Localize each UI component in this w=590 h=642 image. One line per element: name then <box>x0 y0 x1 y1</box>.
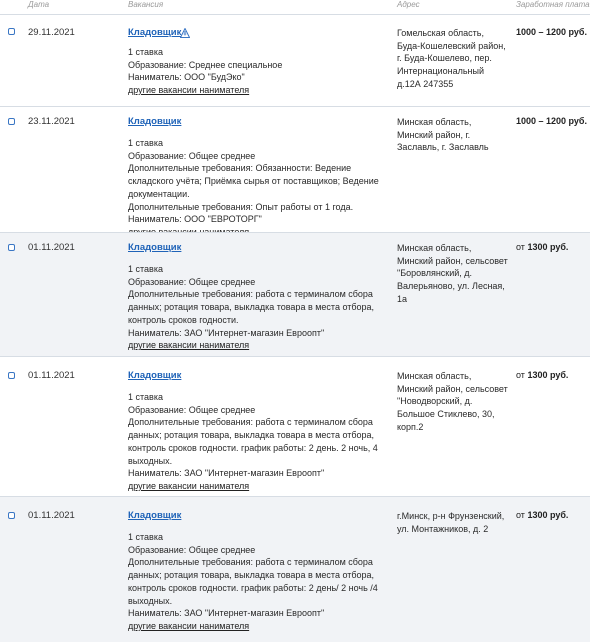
vacancy-title-link[interactable]: Кладовщик <box>128 27 182 38</box>
salary-prefix: от <box>516 370 525 380</box>
address-text: Минская область, Минский район, г. Заславль, г. Заславль <box>397 117 489 153</box>
vacancy-date: 01.11.2021 <box>28 510 75 521</box>
vacancy-row <box>0 232 590 357</box>
header-vacancy: Вакансия <box>128 0 164 9</box>
row-checkbox[interactable] <box>8 372 15 379</box>
vacancy-details <box>128 46 390 97</box>
address-text: Минская область, Минский район, сельсовет "Боровлянский, д. Валерьяново, ул. Лесная, 1а <box>397 243 508 304</box>
extra-requirements-text: Дополнительные требования: работа с терминалом сбора данных; ротация товара, выкладка товара в места отбора, контроль сроков годности. график работы: 2 день. 2 ночь, 4 выходных. <box>128 417 378 466</box>
salary-prefix: от <box>516 242 525 252</box>
vacancy-title-link[interactable]: Кладовщик <box>128 510 182 521</box>
vacancy-row <box>0 106 590 233</box>
employer-text: Наниматель: ЗАО "Интернет-магазин Евроопт" <box>128 327 325 338</box>
salary-text <box>516 370 568 380</box>
row-checkbox[interactable] <box>8 28 15 35</box>
education-text: Образование: Общее среднее <box>128 150 256 161</box>
table-header <box>0 0 590 14</box>
address-text: Гомельская область, Буда-Кошелевский район, г. Буда-Кошелево, пер. Интернациональный д.12А 247355 <box>397 28 506 89</box>
rate-text: 1 ставка <box>128 532 163 542</box>
extra-requirements-text: Дополнительные требования: работа с терминалом сбора данных; ротация товара, выкладка товара в места отбора, контроль сроков годности. график работы: 2 день/ 2 ночь /4 выходных. <box>128 557 378 606</box>
rate-text: 1 ставка <box>128 392 163 402</box>
row-checkbox[interactable] <box>8 512 15 519</box>
education-text: Образование: Общее среднее <box>128 276 256 287</box>
row-checkbox[interactable] <box>8 118 15 125</box>
salary-value: 1300 руб. <box>527 370 569 380</box>
education-text: Образование: Общее среднее <box>128 544 256 555</box>
rate-text: 1 ставка <box>128 47 163 57</box>
vacancy-date: 23.11.2021 <box>28 116 75 127</box>
vacancy-details <box>128 137 390 239</box>
salary-text: 1000 – 1200 руб. <box>516 27 587 37</box>
employer-text: Наниматель: ООО "БудЭко" <box>128 72 245 83</box>
other-vacancies-link[interactable]: другие вакансии нанимателя <box>128 480 250 491</box>
vacancy-title-link[interactable]: Кладовщик <box>128 116 182 127</box>
address-text: Минская область, Минский район, сельсовет "Новодворский, д. Большое Стиклево, 30, корп.2 <box>397 371 508 432</box>
rate-text: 1 ставка <box>128 138 163 148</box>
salary-text <box>516 242 568 252</box>
vacancy-details <box>128 391 390 493</box>
salary-prefix: от <box>516 510 525 520</box>
employer-text: Наниматель: ЗАО "Интернет-магазин Евроопт" <box>128 468 325 479</box>
vacancy-row <box>0 496 590 642</box>
header-address: Адрес <box>397 0 420 9</box>
vacancy-date: 01.11.2021 <box>28 370 75 381</box>
vacancy-date: 29.11.2021 <box>28 27 75 38</box>
header-date: Дата <box>28 0 50 9</box>
extra-requirements-text: Дополнительные требования: работа с терминалом сбора данных; ротация товара, выкладка товара в места отбора, контроль сроков годности. <box>128 289 375 325</box>
other-vacancies-link[interactable]: другие вакансии нанимателя <box>128 620 250 631</box>
rate-text: 1 ставка <box>128 264 163 274</box>
accessibility-icon <box>180 28 190 38</box>
employer-text: Наниматель: ООО "ЕВРОТОРГ" <box>128 214 262 225</box>
vacancy-title-link[interactable]: Кладовщик <box>128 370 182 381</box>
row-checkbox[interactable] <box>8 244 15 251</box>
header-salary: Заработная плата <box>516 0 590 9</box>
vacancy-row <box>0 356 590 497</box>
extra-requirements-text: Дополнительные требования: Обязанности: Ведение складского учёта; Приёмка сырья от поставщиков; Ведение документации. <box>128 163 379 199</box>
extra-requirements-text: Дополнительные требования: Опыт работы от 1 года. <box>128 201 354 212</box>
vacancy-details <box>128 531 390 633</box>
vacancy-details <box>128 263 390 352</box>
vacancy-date: 01.11.2021 <box>28 242 75 253</box>
address-text: г.Минск, р-н Фрунзенский, ул. Монтажников, д. 2 <box>397 511 505 534</box>
other-vacancies-link[interactable]: другие вакансии нанимателя <box>128 85 250 96</box>
salary-text: 1000 – 1200 руб. <box>516 116 587 126</box>
vacancy-title-link[interactable]: Кладовщик <box>128 242 182 253</box>
education-text: Образование: Среднее специальное <box>128 59 283 70</box>
education-text: Образование: Общее среднее <box>128 404 256 415</box>
vacancy-row <box>0 14 590 107</box>
employer-text: Наниматель: ЗАО "Интернет-магазин Евроопт" <box>128 608 325 619</box>
salary-value: 1300 руб. <box>527 242 569 252</box>
other-vacancies-link[interactable]: другие вакансии нанимателя <box>128 340 250 351</box>
salary-value: 1300 руб. <box>527 510 569 520</box>
salary-text <box>516 510 568 520</box>
